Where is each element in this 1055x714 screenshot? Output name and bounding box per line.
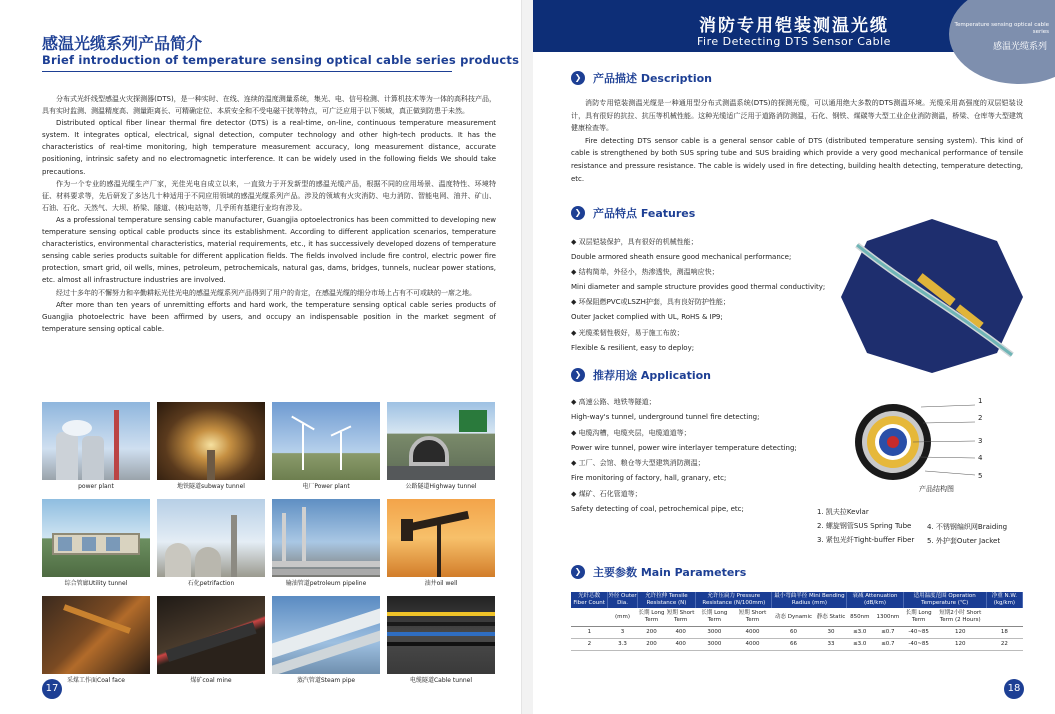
table-cell: ≤0.7 — [873, 627, 903, 639]
photo-image — [42, 596, 150, 674]
table-subheader-cell: 长期 Long Term — [903, 608, 934, 627]
table-subheader-cell: (mm) — [608, 608, 638, 627]
intro-text — [42, 93, 496, 335]
badge-english: Temperature sensing optical cable series — [954, 22, 1049, 35]
application-item: High-way's tunnel, underground tunnel fire detecting; — [571, 413, 760, 422]
table-cell: 120 — [934, 639, 986, 651]
table-cell: 200 — [637, 639, 665, 651]
page-gutter — [522, 0, 533, 714]
photo-image — [387, 402, 495, 480]
structure-number: 5 — [978, 472, 983, 480]
table-subheader-cell — [986, 608, 1022, 627]
section-heading: 推荐用途 Application — [593, 369, 711, 382]
photo-utility-tunnel — [42, 499, 150, 591]
table-cell: 4000 — [733, 639, 772, 651]
photo-caption: 综合管廊Utility tunnel — [64, 580, 128, 587]
table-subheader-cell: 850nm — [847, 608, 873, 627]
section-features — [571, 205, 695, 221]
table-subheader-cell: 短期 Short Term — [666, 608, 696, 627]
structure-legend-item: 2. 螺旋钢管SUS Spring Tube — [817, 522, 912, 530]
intro-paragraph: After more than ten years of unremitting efforts and hard work, the temperature sensing optical cable series products of Guangjia photoelectric have been affirmed by users, and occupy an indispensable position in the market segment of temperature sensing optical cable. — [42, 300, 496, 333]
table-header-cell: 光纤芯数 Fiber Count — [571, 592, 608, 608]
table-subheader-cell: 长期 Long Term — [637, 608, 665, 627]
intro-paragraph: As a professional temperature sensing cable manufacturer, Guangjia optoelectronics has been committed to developing new temperature sensing optical cable products since its establishment. According to different application scenarios, temperature characteristics, environmental characteristics, material requirements, etc., it has successively developed dozens of temperature sensing cable series products suitable for different application fields. The fields involved include fire control, electric power fire protection, smart grid, oil wells, mines, petroleum, petrochemicals, natural gas, dams, bridges, tunnels, nuclear power stations, etc. almost all infrastructure industries are involved. — [42, 215, 496, 285]
badge-chinese: 感温光缆系列 — [992, 42, 1047, 52]
table-cell: 22 — [986, 639, 1022, 651]
photo-coal-face — [42, 596, 150, 688]
table-header-cell: 净重 N.W. (kg/km) — [986, 592, 1022, 608]
table-cell: 3 — [608, 627, 638, 639]
table-subheader-cell: 动态 Dynamic — [772, 608, 815, 627]
application-item: Safety detecting of coal, petrochemical pipe, etc; — [571, 505, 744, 514]
photo-image — [272, 402, 380, 480]
photo-oil-well — [387, 499, 495, 591]
feature-item: ◆ 结构简单，外径小，热渗透快，测温响应快； — [571, 268, 719, 277]
photo-caption: 输油管道petroleum pipeline — [285, 580, 367, 587]
photo-image — [157, 596, 265, 674]
photo-caption: 石化petrifaction — [187, 580, 235, 587]
photo-caption: 油井oil well — [424, 580, 458, 587]
table-cell: 3000 — [696, 627, 733, 639]
table-cell: 33 — [815, 639, 847, 651]
applications-list — [571, 395, 851, 517]
table-row — [571, 627, 1023, 639]
table-cell: 18 — [986, 627, 1022, 639]
arrow-icon: ❯ — [571, 565, 585, 579]
feature-item: Double armored sheath ensure good mechanical performance; — [571, 253, 792, 262]
table-subheader-cell: 短期 Short Term — [733, 608, 772, 627]
structure-caption: 产品结构图 — [919, 485, 954, 493]
table-cell: ≤0.7 — [873, 639, 903, 651]
photo-image — [157, 499, 265, 577]
right-page — [533, 0, 1055, 714]
table-header-cell: 允许拉伸 Tensile Resistance (N) — [637, 592, 695, 608]
table-cell: ≤3.0 — [847, 627, 873, 639]
table-header-cell: 外径 Outer Dia. — [608, 593, 637, 606]
photo-wind-power-plant — [272, 402, 380, 494]
feature-item: Outer Jacket complied with UL, RoHS & IP9; — [571, 313, 723, 322]
structure-legend-item: 5. 外护套Outer Jacket — [927, 537, 1001, 545]
feature-item: ◆ 双层铠装保护，具有很好的机械性能； — [571, 238, 698, 246]
photo-caption: 电厂Power plant — [302, 483, 350, 490]
photo-coal-mine — [157, 596, 265, 688]
table-cell: 120 — [934, 627, 986, 639]
description-paragraph: Fire detecting DTS sensor cable is a general sensor cable of DTS (distributed temperature sensing system). This kind of cable is strengthened by both SUS spring tube and SUS braiding which provide a very good mechanical performance of tensile resistance and pressure resistance. The cable is widely used in fire detecting, building health detecting, temperature detecting, etc. — [571, 136, 1023, 183]
cable-product-image — [837, 215, 1027, 375]
intro-paragraph: 作为一个专业的感温光缆生产厂家，光佳光电自成立以来，一直致力于开发新型的感温光缆产品，根据不同的应用场景、温度特性、环境特征、材料要求等，先后研发了多达几十种适用于不同应用领域的感温光缆系列产品。涉及的领域有火灾消防、电力消防、智能电网、油井、矿山、石油、石化、天然气、大坝、桥梁、隧道、(核)电站等，几乎所有基建行业均有涉及。 — [42, 179, 496, 212]
section-parameters — [571, 564, 746, 580]
arrow-icon: ❯ — [571, 368, 585, 382]
application-item: Power wire tunnel, power wire interlayer temperature detecting; — [571, 443, 797, 452]
table-subheader-cell: 1300nm — [873, 608, 903, 627]
parameters-table — [571, 592, 1023, 651]
structure-number: 2 — [978, 414, 983, 422]
photo-image — [157, 402, 265, 480]
page-number: 18 — [1004, 679, 1024, 699]
title-underline — [42, 71, 452, 72]
table-cell: -40~85 — [903, 627, 934, 639]
feature-item: ◆ 光缆柔韧性极好，易于施工布放； — [571, 328, 684, 337]
table-cell: 30 — [815, 627, 847, 639]
photo-image — [387, 596, 495, 674]
application-photo-grid — [42, 402, 496, 688]
product-title: 消防专用铠装测温光缆 — [699, 16, 889, 36]
photo-caption: 地铁隧道subway tunnel — [177, 483, 245, 490]
table-header-cell: 允许压扁力 Pressure Resistance (N/100mm) — [696, 592, 772, 608]
photo-steam-pipe — [272, 596, 380, 688]
structure-number: 3 — [978, 437, 983, 445]
table-cell: 60 — [772, 627, 815, 639]
photo-cable-tunnel — [387, 596, 495, 688]
table-header-cell: 最小弯曲半径 Mini Bending Radius (mm) — [772, 592, 847, 608]
table-header-cell: 衰减 Attenuation (dB/km) — [847, 592, 903, 608]
section-description — [571, 70, 712, 86]
feature-item: Flexible & resilient, easy to deploy; — [571, 343, 695, 352]
intro-paragraph: 经过十多年的不懈努力和辛勤耕耘光佳光电的感温光缆系列产品得到了用户的肯定，在感温光缆的细分市场上占有不可或缺的一席之地。 — [56, 288, 476, 297]
cable-cross-section-diagram — [851, 395, 981, 490]
photo-caption: 煤矿coal mine — [190, 677, 232, 684]
photo-image — [272, 499, 380, 577]
photo-caption: 公路隧道Highway tunnel — [405, 483, 477, 490]
photo-caption: 电缆隧道Cable tunnel — [409, 677, 473, 684]
table-header-row — [571, 592, 1023, 608]
table-subheader-row — [571, 608, 1023, 627]
table-cell: 3.3 — [608, 639, 638, 651]
photo-power-plant — [42, 402, 150, 494]
photo-image — [42, 499, 150, 577]
arrow-icon: ❯ — [571, 71, 585, 85]
product-subtitle: Fire Detecting DTS Sensor Cable — [697, 35, 891, 48]
arrow-icon: ❯ — [571, 206, 585, 220]
photo-image — [42, 402, 150, 480]
intro-paragraph: 分布式光纤线型感温火灾探测器(DTS)，是一种实时、在线、连续的温度测量系统，集光、电、信号检测、计算机技术等为一体的高科技产品，具有实时监测、测温精度高、测量距离长、可精确定位、本质安全和不受电磁干扰等特点，可广泛应用于以下领域，真正做到防患于未然。 — [42, 95, 496, 116]
table-subheader-cell: 短期2小时 Short Term (2 Hours) — [934, 608, 986, 627]
photo-highway-tunnel — [387, 402, 495, 494]
feature-item: ◆ 环保阻燃PVC或LSZH护套，具有良好防护性能； — [571, 298, 730, 307]
photo-caption: power plant — [78, 483, 114, 490]
feature-item: Mini diameter and sample structure provides good thermal conductivity; — [571, 283, 826, 292]
table-cell: 200 — [637, 627, 665, 639]
section-heading: 产品特点 Features — [593, 207, 696, 220]
application-item: ◆ 煤矿、石化管道等； — [571, 489, 642, 498]
features-list — [571, 235, 851, 356]
table-subheader-cell: 静态 Static — [815, 608, 847, 627]
section-heading: 产品描述 Description — [593, 72, 712, 85]
page-subtitle: Brief introduction of temperature sensing optical cable series products — [42, 53, 520, 67]
structure-legend-item: 1. 凯夫拉Kevlar — [817, 508, 869, 516]
table-cell: -40~85 — [903, 639, 934, 651]
photo-image — [387, 499, 495, 577]
structure-number: 4 — [978, 454, 983, 462]
table-subheader-cell: 长期 Long Term — [696, 608, 733, 627]
table-cell: ≤3.0 — [847, 639, 873, 651]
photo-caption: 蒸汽管道Steam pipe — [296, 677, 356, 684]
table-cell: 400 — [666, 639, 696, 651]
section-heading: 主要参数 Main Parameters — [593, 566, 747, 579]
table-cell: 400 — [666, 627, 696, 639]
application-item: Fire monitoring of factory, hall, granary, etc; — [571, 474, 727, 483]
table-cell: 66 — [772, 639, 815, 651]
page-title: 感温光缆系列产品简介 — [42, 34, 203, 53]
structure-legend-item: 3. 紧包光纤Tight-buffer Fiber — [817, 536, 915, 544]
table-cell: 1 — [571, 627, 608, 639]
table-subheader-cell — [571, 608, 608, 627]
structure-legend-item: 4. 不锈钢编织网Braiding — [927, 523, 1008, 531]
table-cell: 2 — [571, 639, 608, 651]
table-cell: 4000 — [733, 627, 772, 639]
table-header-cell: 适用温度范围 Operation Temperature (℃) — [903, 592, 986, 608]
page-number: 17 — [42, 679, 62, 699]
description-text — [571, 97, 1023, 185]
table-cell: 3000 — [696, 639, 733, 651]
structure-number: 1 — [978, 397, 983, 405]
photo-petroleum-pipeline — [272, 499, 380, 591]
application-item: ◆ 电缆沟槽，电缆夹层，电缆道道等； — [571, 428, 691, 437]
photo-subway-tunnel — [157, 402, 265, 494]
photo-caption: 采煤工作面Coal face — [67, 677, 125, 684]
section-applications — [571, 367, 711, 383]
application-item: ◆ 工厂、会馆、粮仓等大型建筑消防测温； — [571, 459, 705, 468]
photo-petrifaction — [157, 499, 265, 591]
left-page — [0, 0, 522, 714]
photo-image — [272, 596, 380, 674]
intro-paragraph: Distributed optical fiber linear thermal fire detector (DTS) is a real-time, on-line, continuous temperature measurement system. It integrates optical, electrical, signal detection, computer technology and other high-tech products. It has the characteristics of real-time monitoring, high temperature measurement accuracy, long measurement distance, accurate positioning, intrinsic safety and no electromagnetic interference. It can be widely used in the following fields We should take precautions. — [42, 119, 496, 176]
application-item: ◆ 高速公路、地铁等隧道； — [571, 398, 656, 406]
table-row — [571, 639, 1023, 651]
description-paragraph: 消防专用铠装测温光缆是一种通用型分布式测温系统(DTS)的探测光缆，可以通用绝大多数的DTS测温环境。光缆采用高强度的双层铠装设计，具有很好的抗拉、抗压等机械性能。这种光缆适广泛用于道路消防测温，石化、钢铁、煤碳等大型工业企业消防测温，桥梁、仓库等大型建筑健康检查等。 — [571, 99, 1023, 133]
